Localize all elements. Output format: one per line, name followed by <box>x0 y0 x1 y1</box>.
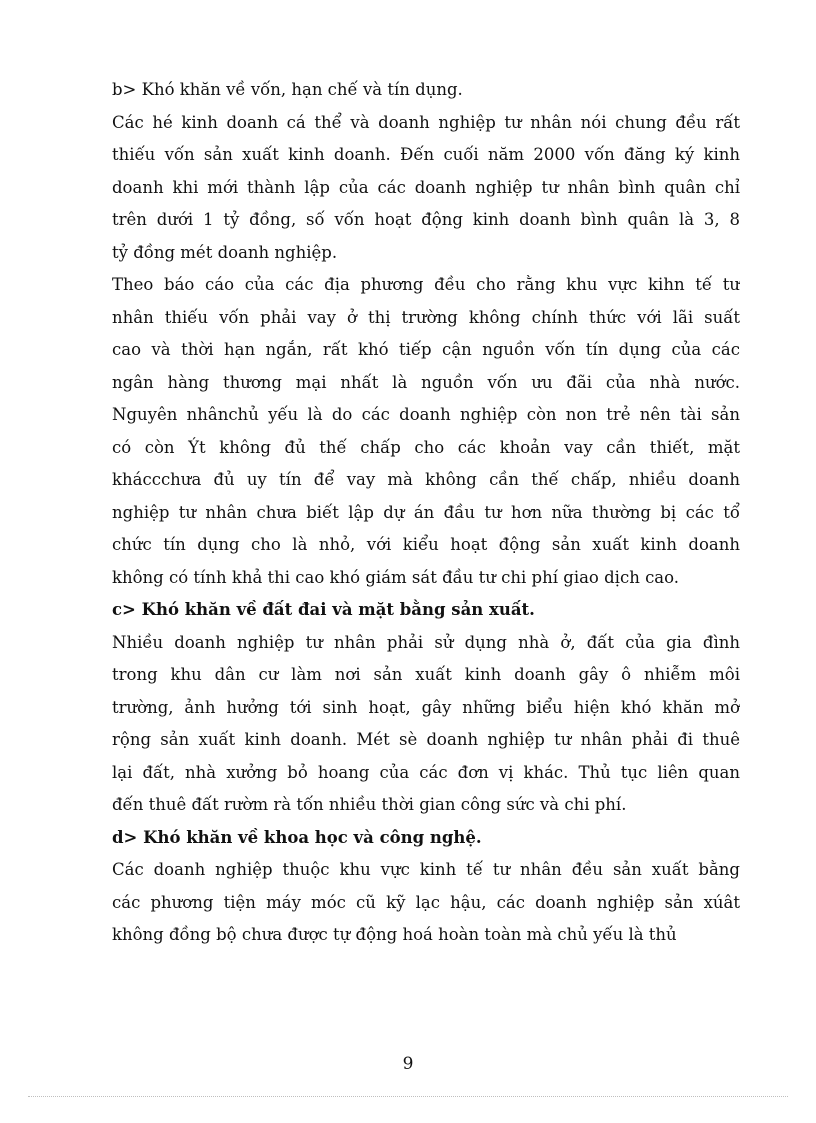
section-heading: d> Khó khăn về khoa học và công nghệ. <box>112 827 482 847</box>
paragraph-line: tỷ đồng mét doanh nghiệp. <box>112 242 338 262</box>
page-number: 9 <box>402 1054 414 1074</box>
paragraph-line: Nhiều doanh nghiệp tư nhân phải sử dụng nhà ở, đất của gia đình <box>112 632 740 652</box>
paragraph-line: chức tín dụng cho là nhỏ, với kiểu hoạt động sản xuất kinh doanh <box>112 535 740 554</box>
document-page <box>112 74 740 952</box>
paragraph-line: thiếu vốn sản xuất kinh doanh. Đến cuối năm 2000 vốn đăng ký kinh <box>112 145 740 164</box>
document-body <box>112 74 740 952</box>
paragraph-line: rộng sản xuất kinh doanh. Mét sè doanh nghiệp tư nhân phải đi thuê <box>112 730 740 749</box>
footer-divider <box>28 1096 788 1097</box>
paragraph-line: trên dưới 1 tỷ đồng, số vốn hoạt động kinh doanh bình quân là 3, 8 <box>112 210 740 229</box>
paragraph-line: doanh khi mới thành lập của các doanh nghiệp tư nhân bình quân chỉ <box>112 177 740 197</box>
paragraph-line: Theo báo cáo của các địa phương đều cho rằng khu vực kihn tế tư <box>112 275 740 294</box>
section-heading: b> Khó khăn về vốn, hạn chế và tín dụng. <box>112 80 463 99</box>
paragraph-line: kháccchưa đủ uy tín để vay mà không cần thế chấp, nhiều doanh <box>112 470 740 489</box>
paragraph-line: có còn Ýt không đủ thế chấp cho các khoản vay cần thiết, mặt <box>112 437 740 457</box>
paragraph-line: không có tính khả thi cao khó giám sát đầu tư chi phí giao dịch cao. <box>112 567 680 587</box>
paragraph-line: Nguyên nhânchủ yếu là do các doanh nghiệp còn non trẻ nên tài sản <box>112 405 740 424</box>
paragraph-line: ngân hàng thương mại nhất là nguồn vốn ưu đãi của nhà nước. <box>112 372 740 392</box>
paragraph-line: lại đất, nhà xưởng bỏ hoang của các đơn vị khác. Thủ tục liên quan <box>112 762 740 782</box>
paragraph-line: không đồng bộ chưa được tự động hoá hoàn toàn mà chủ yếu là thủ <box>112 925 677 944</box>
paragraph-line: trong khu dân cư làm nơi sản xuất kinh doanh gây ô nhiễm môi <box>112 665 740 684</box>
paragraph-line: các phương tiện máy móc cũ kỹ lạc hậu, các doanh nghiệp sản xúât <box>112 892 740 912</box>
paragraph-line: Các hé kinh doanh cá thể và doanh nghiệp tư nhân nói chung đều rất <box>112 112 740 132</box>
paragraph-line: nhân thiếu vốn phải vay ở thị trường không chính thức với lãi suất <box>112 307 740 327</box>
paragraph-line: đến thuê đất rườm rà tốn nhiều thời gian công sức và chi phí. <box>112 795 627 814</box>
paragraph-line: nghiệp tư nhân chưa biết lập dự án đầu tư hơn nữa thường bị các tổ <box>112 502 740 522</box>
paragraph-line: cao và thời hạn ngắn, rất khó tiếp cận nguồn vốn tín dụng của các <box>112 340 740 359</box>
section-heading: c> Khó khăn về đất đai và mặt bằng sản xuất. <box>112 600 535 619</box>
paragraph-line: trường, ảnh hưởng tới sinh hoạt, gây những biểu hiện khó khăn mở <box>112 697 740 717</box>
paragraph-line: Các doanh nghiệp thuộc khu vực kinh tế tư nhân đều sản xuất bằng <box>112 860 740 879</box>
